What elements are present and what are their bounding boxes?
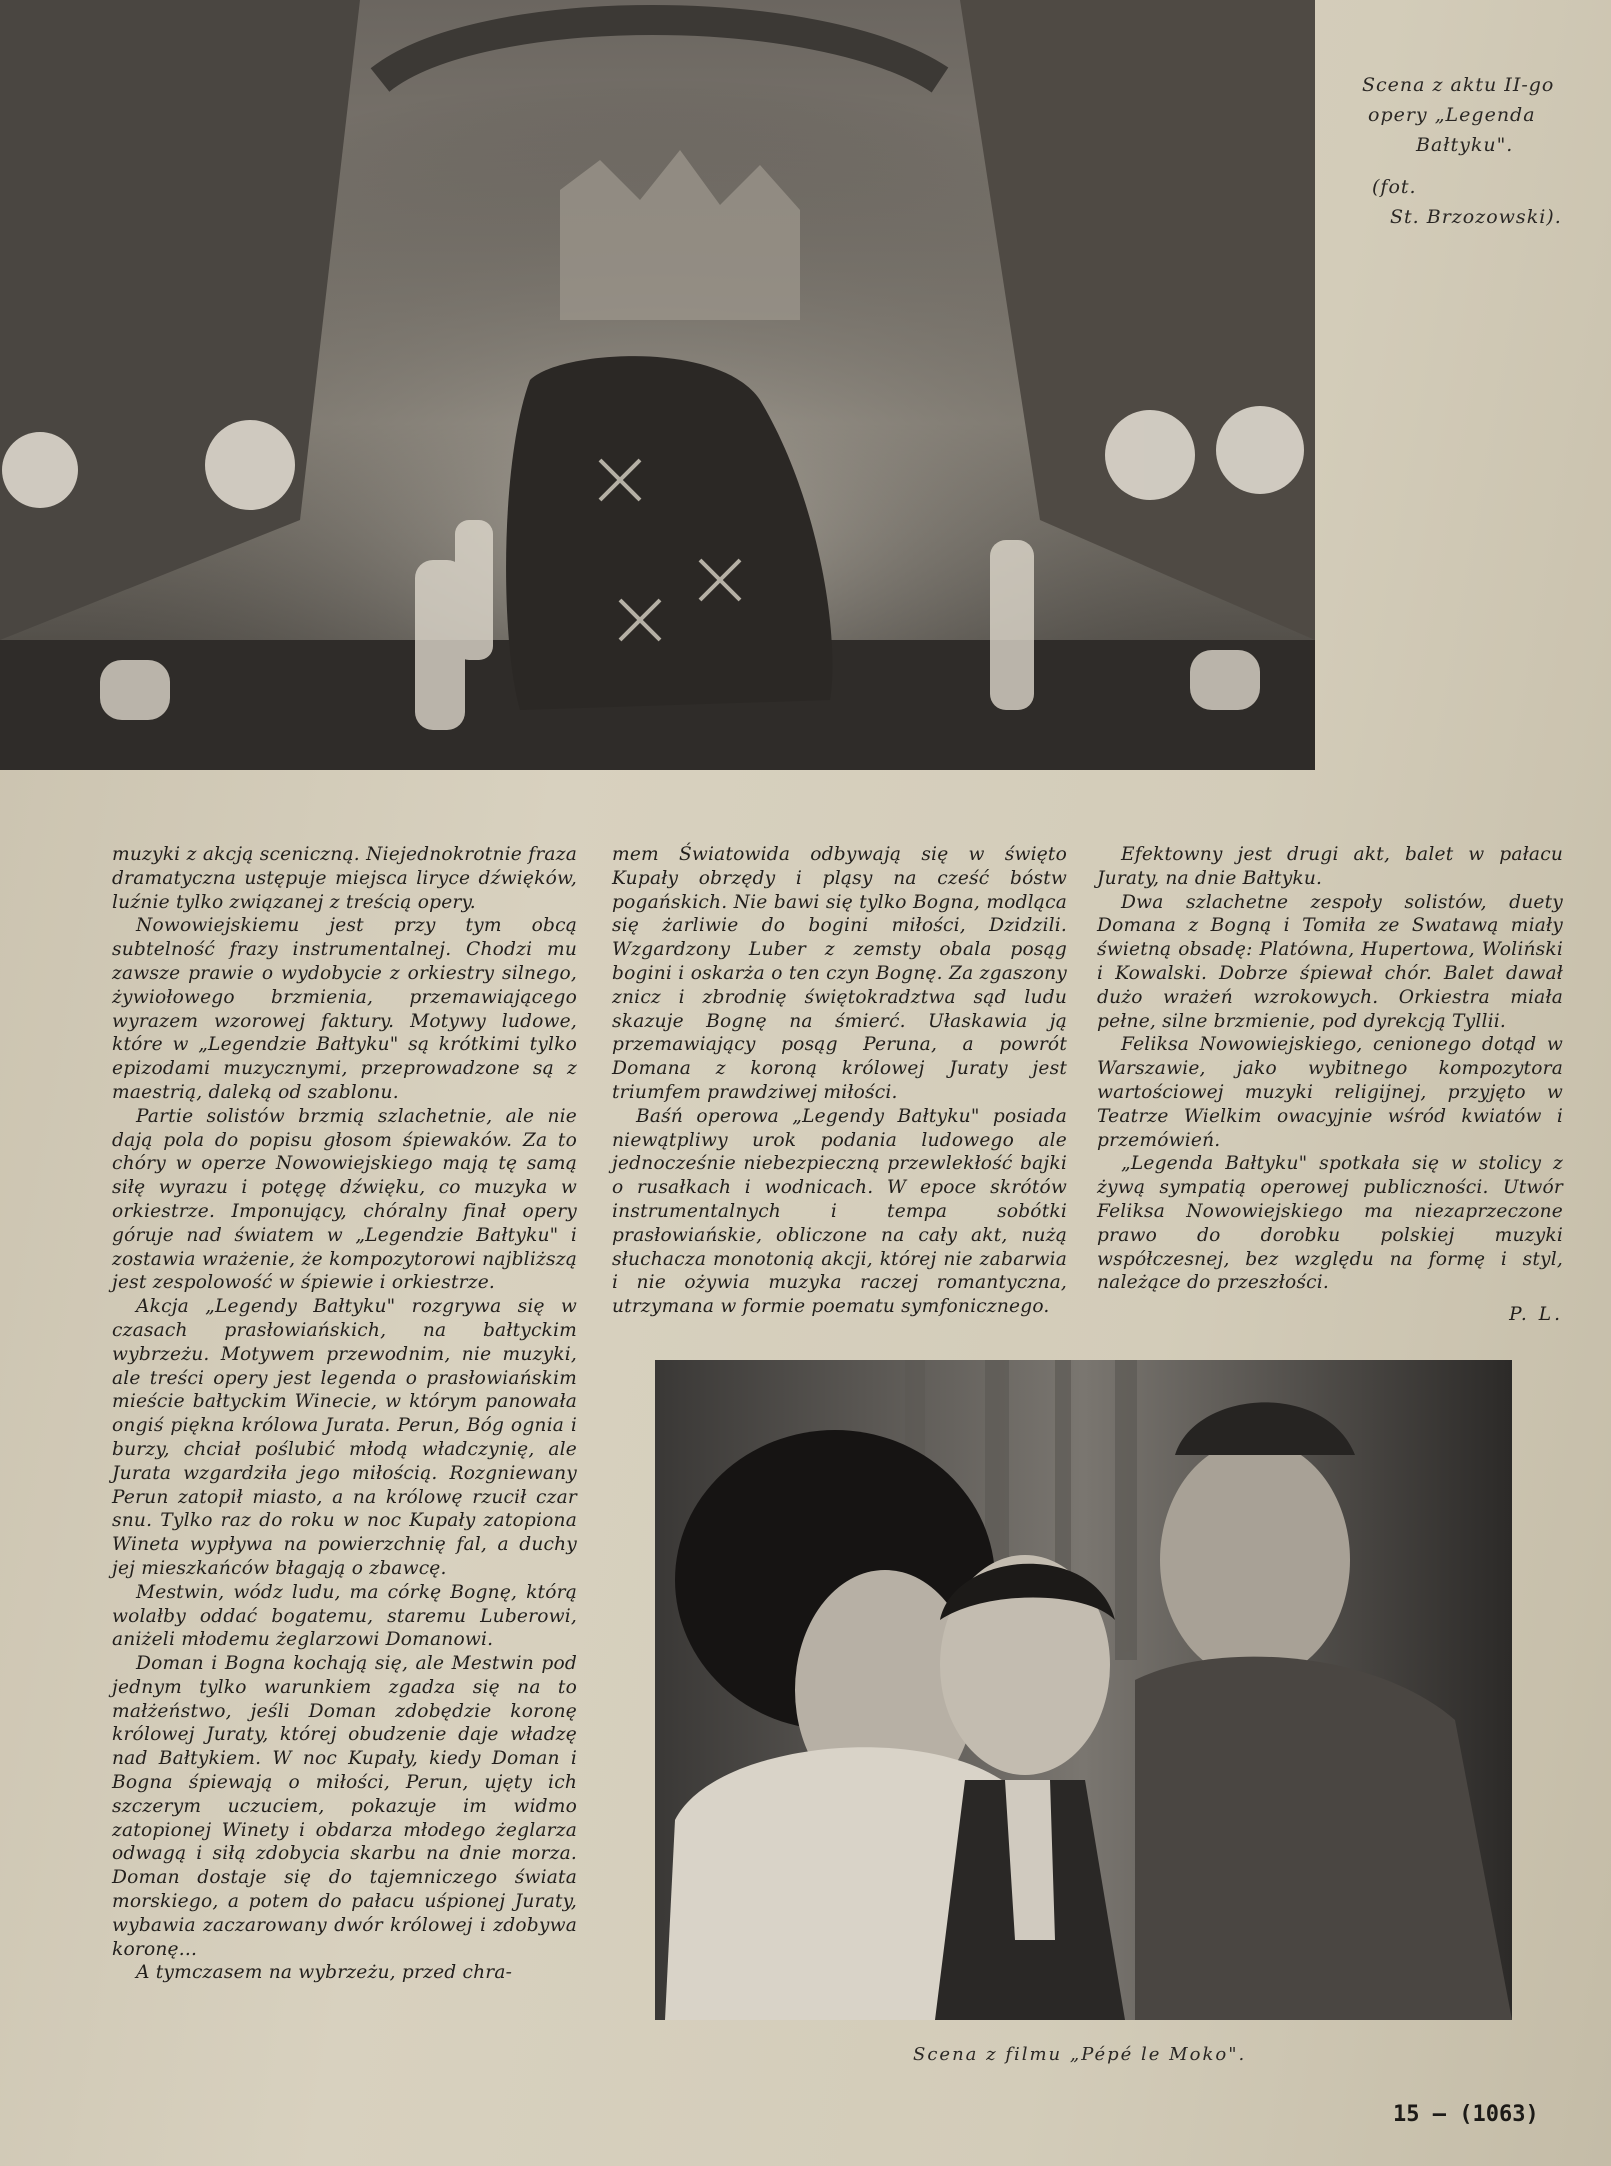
caption-line: St. Brzozowski). [1390,206,1562,228]
caption-line: (fot. [1372,176,1417,198]
paragraph: mem Światowida odbywają się w święto Kupały obrzędy i pląsy na cześć bóstw pogańskich. Nie bawi się tylko Bogna, modląca się żarliwie do bogini miłości, Dzidzili. Wzgardzony Luber z zemsty obala posąg bogini i oskarża o ten czyn Bognę. Za zgaszony znicz i zbrodnię świętokradztwa sąd ludu skazuje Bognę na śmierć. Ułaskawia ją przemawiający posąg Peruna, a powrót Domana z koroną królowej Juraty jest triumfem prawdziwej miłości. [612,844,1067,1103]
top-photo-caption [1362,70,1592,232]
author-signature: P. L. [1509,1304,1563,1326]
caption-line: opery „Legenda [1368,104,1536,126]
paragraph: „Legenda Bałtyku" spotkała się w stolicy z żywą sympatią operowej publiczności. Utwór Feliksa Nowowiejskiego ma niezaprzeczone prawo do dorobku polskiej muzyki współczesnej, bez względu na formę i styl, należące do przeszłości. [1097,1153,1563,1294]
caption-line: Scena z aktu II-go [1362,74,1555,96]
opera-stage-photo [0,0,1315,770]
paragraph: Dwa szlachetne zespoły solistów, duety Domana z Bogną i Tomiła ze Swatawą miały świetną obsadę: Platówna, Hupertowa, Woliński i Kowalski. Dobrze śpiewał chór. Balet dawał dużo wrażeń wzrokowych. Orkiestra miała pełne, silne brzmienie, pod dyrekcją Tyllii. [1097,891,1563,1032]
paragraph: Efektowny jest drugi akt, balet w pałacu Juraty, na dnie Bałtyku. [1097,844,1563,889]
text-column-3 [1097,843,1563,1327]
paragraph: Akcja „Legendy Bałtyku" rozgrywa się w czasach prasłowiańskich, na bałtyckim wybrzeżu. Motywem przewodnim, nie muzyki, ale treści opery jest legenda o prasłowiańskim mieście bałtyckim Winecie, w którym panowała ongiś piękna królowa Jurata. Perun, Bóg ognia i burzy, chciał poślubić młodą władczynię, ale Jurata wzgardziła jego miłością. Rozgniewany Perun zatopił miasto, a na królowę rzucił czar snu. Tylko raz do roku w noc Kupały zatopiona Wineta wypływa na powierzchnię fal, a duchy jej mieszkańców błagają o zbawcę. [112,1296,577,1579]
film-photo-caption: Scena z filmu „Pépé le Moko". [913,2044,1247,2065]
film-still-photo [655,1360,1512,2020]
paragraph: Mestwin, wódz ludu, ma córkę Bognę, którą wolałby oddać bogatemu, staremu Luberowi, aniżeli młodemu żeglarzowi Domanowi. [112,1581,577,1651]
caption-line: Bałtyku". [1416,134,1514,156]
paragraph: A tymczasem na wybrzeżu, przed chra- [136,1962,513,1984]
paragraph: Baśń operowa „Legendy Bałtyku" posiada niewątpliwy urok podania ludowego ale jednocześnie niebezpieczną przewlekłość bajki o rusałkach i wodnicach. W epoce skrótów instrumentalnych i tempa sobótki prasłowiańskie, obliczone na cały akt, nużą słuchacza monotonią akcji, której nie zabarwia i nie ożywia muzyka raczej romantyczna, utrzymana w formie poematu symfonicznego. [612,1105,1067,1318]
paragraph: Nowowiejskiemu jest przy tym obcą subtelność frazy instrumentalnej. Chodzi mu zawsze prawie o wydobycie z orkiestry silnego, żywiołowego brzmienia, przemawiającego wyrazem wzorowej faktury. Motywy ludowe, które w „Legendzie Bałtyku" są krótkimi tylko epizodami muzycznymi, przeprowadzone są z maestrią, daleką od szablonu. [112,915,577,1103]
text-column-1 [112,843,577,1985]
text-column-2 [612,843,1067,1319]
paragraph: Doman i Bogna kochają się, ale Mestwin pod jednym tylko warunkiem zgadza się na to małżeństwo, jeśli Doman zdobędzie koronę królowej Juraty, której obudzenie daje władzę nad Bałtykiem. W noc Kupały, kiedy Doman i Bogna śpiewają o miłości, Perun, ujęty ich szczerym uczuciem, pokazuje im widmo zatopionej Winety i obdarza młodego żeglarza odwagą i siłą zdobycia skarbu na dnie morza. Doman dostaje się do tajemniczego świata morskiego, a potem do pałacu uśpionej Juraty, wybawia zaczarowany dwór królowej i zdobywa koronę... [112,1653,577,1960]
paragraph: muzyki z akcją sceniczną. Niejednokrotnie fraza dramatyczna ustępuje miejsca liryce dźwięków, luźnie tylko związanej z treścią opery. [112,844,577,913]
paragraph: Partie solistów brzmią szlachetnie, ale nie dają pola do popisu głosom śpiewaków. Za to chóry w operze Nowowiejskiego mają tę samą siłę wyrazu i potęgę dźwięku, co muzyka w orkiestrze. Imponujący, chóralny finał opery góruje nad światem w „Legendzie Bałtyku" i zostawia wrażenie, że kompozytorowi najbliższą jest zespolowość w śpiewie i orkiestrze. [112,1105,577,1294]
paragraph: Feliksa Nowowiejskiego, cenionego dotąd w Warszawie, jako wybitnego kompozytora wartościowej muzyki religijnej, przyjęto w Teatrze Wielkim owacyjnie wśród kwiatów i przemówień. [1097,1034,1563,1151]
page-number: 15 — (1063) [1393,2102,1539,2127]
